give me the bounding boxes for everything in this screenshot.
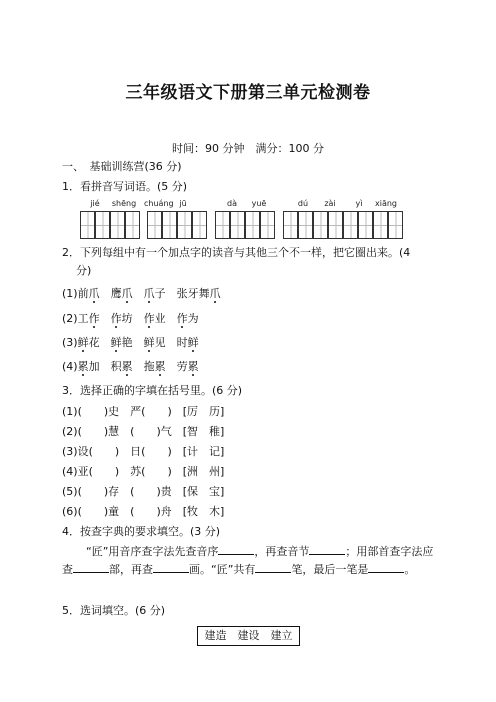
writing-grid-cell[interactable] (373, 211, 388, 239)
writing-grid-cell[interactable] (298, 211, 313, 239)
answer-blank[interactable] (368, 562, 404, 573)
answer-blank[interactable] (73, 562, 109, 573)
q4-paragraph: “匠”用音序查字法先查音序 ，再查音节 ；用部首查字法应查 部，再查 画。“匠”共有 笔，最后一笔是 。 (62, 545, 434, 576)
q3-row-2: (2)( )慧 ( )气 [智 稚] (62, 425, 225, 438)
answer-blank[interactable] (255, 562, 291, 573)
question-5: 5．选词填空。(6 分) (62, 604, 166, 617)
writing-grid-cell[interactable] (230, 211, 245, 239)
pinyin-8: zài (324, 199, 336, 208)
writing-grid-cell[interactable] (110, 211, 125, 239)
answer-blank[interactable] (218, 544, 254, 555)
writing-grid-cell[interactable] (328, 211, 343, 239)
pinyin-5: dà (227, 199, 237, 208)
writing-grid-cell[interactable] (80, 211, 95, 239)
section-heading: 一、 基础训练营(36 分) (62, 160, 182, 173)
question-2-cont: 分) (76, 264, 92, 277)
q3-row-5: (5)( )存 ( )贵 [保 宝] (62, 485, 225, 498)
answer-blank[interactable] (153, 562, 189, 573)
writing-grid-cell[interactable] (95, 211, 110, 239)
writing-grid-cell[interactable] (192, 211, 207, 239)
pinyin-10: xiāng (374, 199, 397, 208)
question-3: 3．选择正确的字填在括号里。(6 分) (62, 384, 243, 397)
q3-row-3: (3)设( ) 日( ) [计 记] (62, 445, 225, 458)
pinyin-2: shēng (111, 199, 137, 208)
writing-grid-cell[interactable] (177, 211, 192, 239)
pinyin-7: dú (297, 199, 309, 208)
writing-grid-cell[interactable] (215, 211, 230, 239)
page-title: 三年级语文下册第三单元检测卷 (125, 83, 371, 103)
answer-blank[interactable] (309, 544, 345, 555)
writing-grid-cell[interactable] (260, 211, 275, 239)
question-2: 2．下列每组中有一个加点字的读音与其他三个不一样，把它圈出来。(4 (62, 246, 411, 259)
pinyin-1: jié (90, 199, 100, 208)
question-1: 1．看拼音写词语。(5 分) (62, 180, 188, 193)
writing-grid-cell[interactable] (162, 211, 177, 239)
pinyin-4: jū (179, 199, 187, 208)
writing-grid-cell[interactable] (343, 211, 358, 239)
q3-row-1: (1)( )史 严( ) [厉 历] (62, 405, 225, 418)
writing-grid-cell[interactable] (283, 211, 298, 239)
writing-grid-cell[interactable] (125, 211, 140, 239)
q3-row-6: (6)( )童 ( )舟 [牧 木] (62, 505, 225, 518)
exam-time-score: 时间：90 分钟 满分：100 分 (172, 142, 324, 155)
pinyin-3: chuáng (144, 199, 174, 208)
writing-grid-cell[interactable] (245, 211, 260, 239)
q2-row-4: (4)累加 积累 拖累 劳累 (62, 360, 199, 373)
q2-row-3: (3)鲜花 鲜艳 鲜见 时鲜 (62, 336, 199, 349)
pinyin-6: yuē (251, 199, 267, 208)
q3-row-4: (4)亚( ) 苏( ) [洲 州] (62, 465, 225, 478)
writing-grid-cell[interactable] (147, 211, 162, 239)
q2-row-1: (1)前爪 鹰爪 爪子 张牙舞爪 (62, 287, 221, 300)
q2-row-2: (2)工作 作坊 作业 作为 (62, 312, 199, 325)
writing-grid-cell[interactable] (358, 211, 373, 239)
writing-grid-cell[interactable] (388, 211, 403, 239)
word-choice-box: 建造 建设 建立 (197, 626, 300, 646)
pinyin-9: yì (355, 199, 363, 208)
question-4: 4．按查字典的要求填空。(3 分) (62, 525, 221, 538)
writing-grid-cell[interactable] (313, 211, 328, 239)
